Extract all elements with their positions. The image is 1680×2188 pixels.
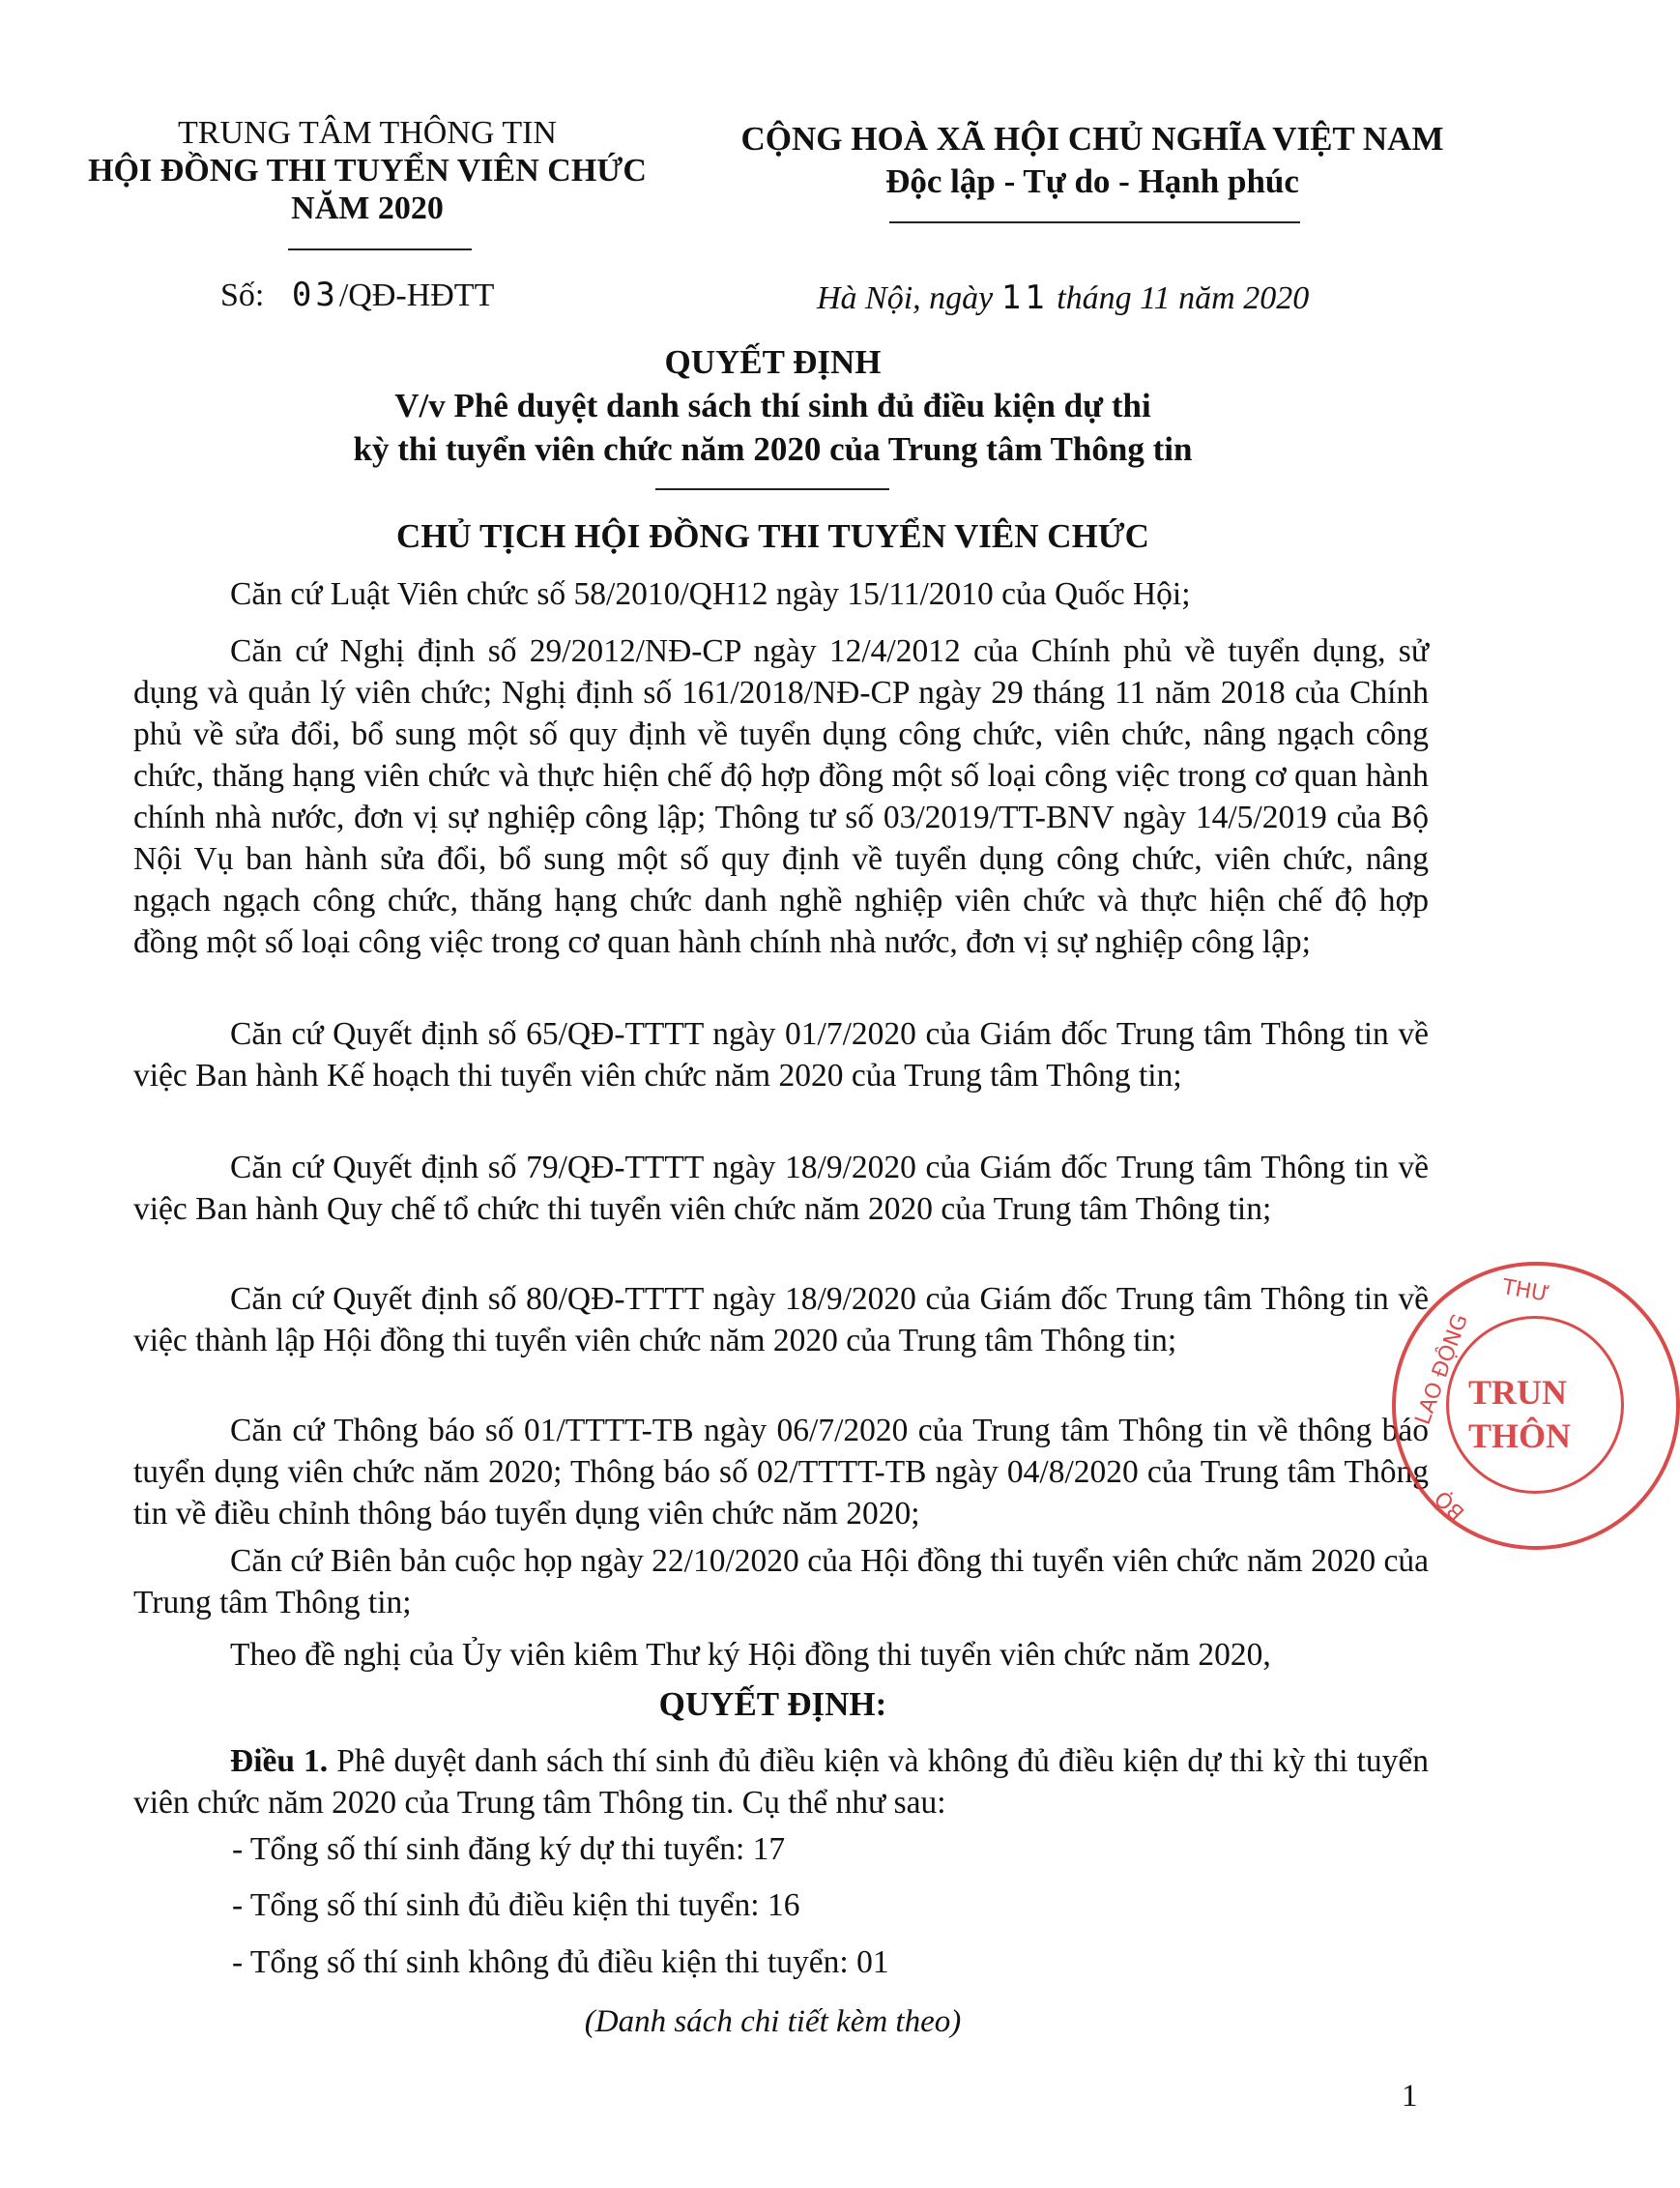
decision-subject-line2: kỳ thi tuyển viên chức năm 2020 của Trung tâm Thông tin — [353, 430, 1193, 468]
handwritten-number: 03 — [291, 276, 339, 314]
article-1 — [133, 1740, 1429, 1823]
decision-heading: QUYẾT ĐỊNH: — [658, 1685, 887, 1723]
bullet-eligible: - Tổng số thí sinh đủ điều kiện thi tuyển: 16 — [232, 1887, 800, 1923]
seal-text-line2: THÔN — [1468, 1416, 1572, 1455]
date-suffix: tháng 11 năm 2020 — [1057, 280, 1310, 316]
page-number: 1 — [1402, 2079, 1418, 2114]
seal-arc-text-left: LAO ĐỘNG — [1410, 1311, 1474, 1428]
document-date — [817, 278, 1309, 317]
issuer-council: HỘI ĐỒNG THI TUYỂN VIÊN CHỨC — [88, 153, 647, 189]
decision-title-block — [0, 340, 1546, 471]
seal-text-line1: TRUN — [1468, 1373, 1568, 1412]
article-1-text: Phê duyệt danh sách thí sinh đủ điều kiện và không đủ điều kiện dự thi kỳ thi tuyển viên chức năm 2020 của Trung tâm Thông tin. Cụ thể như sau: — [133, 1743, 1430, 1821]
date-prefix: Hà Nội, ngày — [817, 280, 994, 316]
motto: Độc lập - Tự do - Hạnh phúc — [885, 162, 1299, 200]
seal-arc-text-bottom: BỘ — [1430, 1485, 1470, 1525]
basis-paragraph: Căn cứ Quyết định số 79/QĐ-TTTT ngày 18/9/2020 của Giám đốc Trung tâm Thông tin về việc Ban hành Quy chế tổ chức thi tuyển viên chức năm 2020 của Trung tâm Thông tin; — [133, 1150, 1429, 1227]
authority-heading: CHỦ TỊCH HỘI ĐỒNG THI TUYỂN VIÊN CHỨC — [396, 517, 1149, 555]
bullet-registered: - Tổng số thí sinh đăng ký dự thi tuyển: 17 — [232, 1831, 786, 1867]
issuer-org: TRUNG TÂM THÔNG TIN — [178, 115, 557, 151]
decision-title: QUYẾT ĐỊNH — [664, 343, 882, 381]
bullet-ineligible: - Tổng số thí sinh không đủ điều kiện thi tuyển: 01 — [232, 1944, 889, 1980]
basis-paragraph: Căn cứ Thông báo số 01/TTTT-TB ngày 06/7/2020 của Trung tâm Thông tin về thông báo tuyển dụng viên chức năm 2020; Thông báo số 02/TTTT-TB ngày 04/8/2020 của Trung tâm Thông tin về điều chỉnh thông báo tuyển dụng viên chức năm 2020; — [133, 1413, 1429, 1532]
basis-paragraph: Căn cứ Biên bản cuộc họp ngày 22/10/2020 của Hội đồng thi tuyển viên chức năm 2020 của Trung tâm Thông tin; — [133, 1543, 1429, 1620]
basis-paragraph: Căn cứ Luật Viên chức số 58/2010/QH12 ngày 15/11/2010 của Quốc Hội; — [230, 576, 1191, 612]
basis-paragraph: Theo đề nghị của Ủy viên kiêm Thư ký Hội đồng thi tuyển viên chức năm 2020, — [230, 1637, 1271, 1673]
country-name: CỘNG HOÀ XÃ HỘI CHỦ NGHĨA VIỆT NAM — [740, 120, 1444, 158]
basis-paragraph: Căn cứ Quyết định số 80/QĐ-TTTT ngày 18/9/2020 của Giám đốc Trung tâm Thông tin về việc thành lập Hội đồng thi tuyển viên chức năm 2020 của Trung tâm Thông tin; — [133, 1281, 1429, 1358]
issuer-year: NĂM 2020 — [291, 190, 444, 226]
attachment-note: (Danh sách chi tiết kèm theo) — [584, 2004, 962, 2039]
number-prefix: Số: — [220, 277, 265, 313]
handwritten-day: 11 — [1000, 278, 1049, 317]
article-1-label: Điều 1. — [230, 1743, 329, 1779]
number-suffix: /QĐ-HĐTT — [338, 277, 495, 313]
basis-paragraph: Căn cứ Quyết định số 65/QĐ-TTTT ngày 01/7/2020 của Giám đốc Trung tâm Thông tin về việc Ban hành Kế hoạch thi tuyển viên chức năm 2020 của Trung tâm Thông tin; — [133, 1016, 1429, 1094]
national-motto-block — [715, 118, 1469, 203]
decision-subject-line1: V/v Phê duyệt danh sách thí sinh đủ điều kiện dự thi — [394, 387, 1151, 424]
title-underline — [655, 488, 889, 490]
red-seal-stamp — [1392, 1262, 1680, 1550]
document-number — [220, 276, 494, 314]
basis-paragraph: Căn cứ Nghị định số 29/2012/NĐ-CP ngày 12/4/2012 của Chính phủ về tuyển dụng, sử dụng và quản lý viên chức; Nghị định số 161/2018/NĐ-CP ngày 29 tháng 11 năm 2018 của Chính phủ về sửa đổi, bổ sung một số quy định về tuyển dụng công chức, viên chức, nâng ngạch công chức, thăng hạng viên chức và thực hiện chế độ hợp đồng một số loại công việc trong cơ quan hành chính nhà nước, đơn vị sự nghiệp công lập; Thông tư số 03/2019/TT-BNV ngày 14/5/2019 của Bộ Nội Vụ ban hành sửa đổi, bổ sung một số quy định về tuyển dụng công chức, viên chức, nâng ngạch ngạch công chức, thăng hạng chức danh nghề nghiệp viên chức và thực hiện chế độ hợp đồng một số loại công việc trong cơ quan hành chính nhà nước, đơn vị sự nghiệp công lập; — [133, 633, 1429, 960]
issuer-block — [58, 114, 677, 227]
issuer-underline — [288, 248, 472, 250]
seal-arc-text-top: THƯ — [1500, 1274, 1551, 1308]
motto-underline — [889, 221, 1300, 223]
